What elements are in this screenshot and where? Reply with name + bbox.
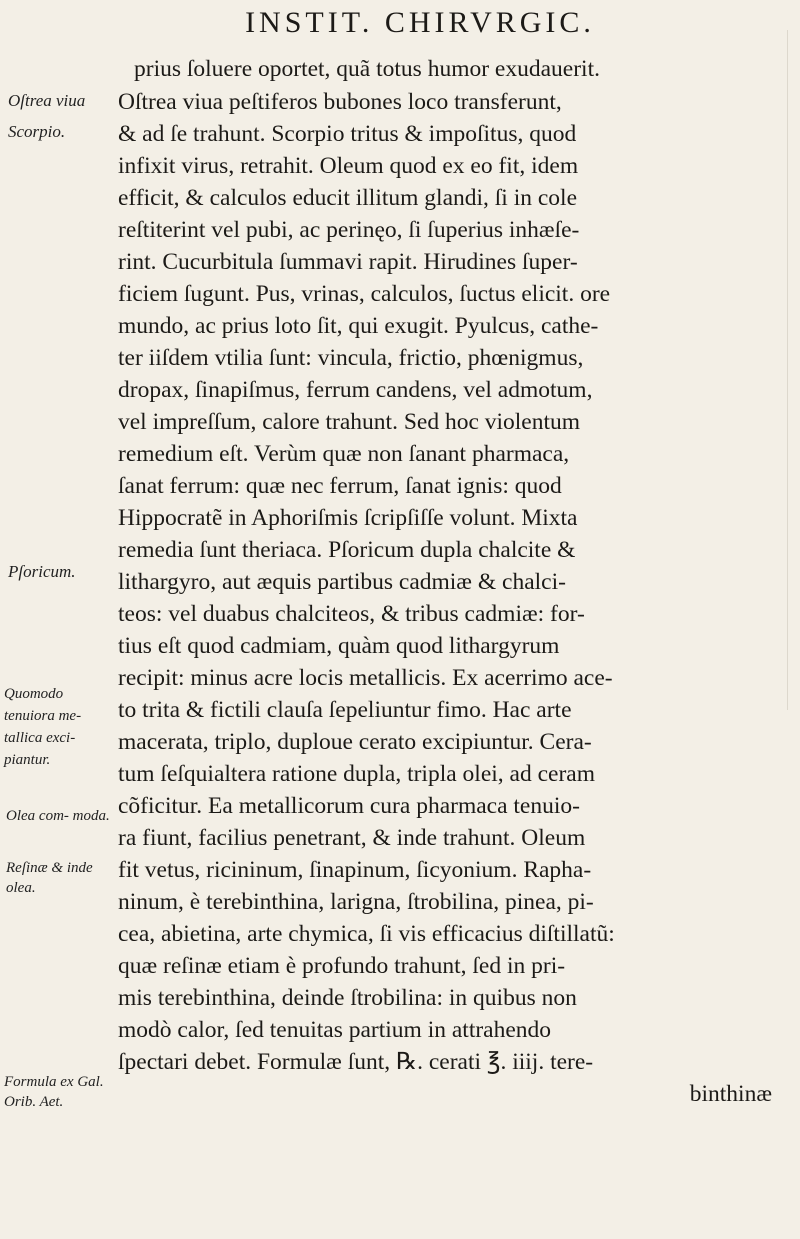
margin-note-resinae: Reſinæ & inde olea. [6, 860, 93, 896]
text-line: tius eſt quod cadmiam, quàm quod lithargyrum [118, 633, 560, 659]
running-header: INSTIT. CHIRVRGIC. [245, 6, 595, 39]
text-line: to trita & fictili clauſa ſepeliuntur fimo. Hac arte [118, 697, 572, 723]
text-line: cea, abietina, arte chymica, ſi vis efficacius diſtillatũ: [118, 921, 615, 947]
text-line: fit vetus, ricininum, ſinapinum, ſicyonium. Rapha- [118, 857, 592, 883]
text-line: ficiem ſugunt. Pus, vrinas, calculos, ſuctus elicit. ore [118, 281, 611, 307]
text-line: efficit, & calculos educit illitum glandi, ſi in cole [118, 185, 578, 211]
text-line: Oſtrea viua peſtiferos bubones loco transferunt, [118, 89, 562, 115]
text-line: Hippocratẽ in Aphoriſmis ſcripſiſſe volunt. Mixta [118, 505, 578, 531]
text-line: tum ſeſquialtera ratione dupla, tripla olei, ad ceram [118, 761, 595, 787]
text-line: cõficitur. Ea metallicorum cura pharmaca tenuio- [118, 793, 580, 819]
text-line: ra fiunt, facilius penetrant, & inde trahunt. Oleum [118, 825, 586, 851]
margin-notes [0, 0, 118, 1239]
text-line: lithargyro, aut æquis partibus cadmiæ & chalci- [118, 569, 566, 595]
margin-note-scorpio: Scorpio. [8, 122, 66, 141]
margin-note-ostrea: Oſtrea viua [8, 91, 86, 110]
text-line: rint. Cucurbitula ſummavi rapit. Hirudines ſuper- [118, 249, 578, 275]
text-line: mis terebinthina, deinde ſtrobilina: in quibus non [118, 985, 577, 1011]
text-line: vel impreſſum, calore trahunt. Sed hoc violentum [118, 409, 581, 435]
text-line: mundo, ac prius loto ſit, qui exugit. Pyulcus, cathe- [118, 313, 599, 339]
text-line: quæ reſinæ etiam è profundo trahunt, ſed in pri- [118, 953, 566, 979]
text-line: recipit: minus acre locis metallicis. Ex acerrimo ace- [118, 665, 613, 691]
text-line: remedia ſunt theriaca. Pſoricum dupla chalcite & [118, 537, 576, 563]
margin-note-psoricum: Pſoricum. [8, 562, 76, 581]
margin-note-formula: Formula ex Gal. Orib. Aet. [4, 1074, 104, 1110]
text-line: teos: vel duabus chalciteos, & tribus cadmiæ: for- [118, 601, 585, 627]
text-line: ter iiſdem vtilia ſunt: vincula, frictio, phœnigmus, [118, 345, 584, 371]
text-line: ſpectari debet. Formulæ ſunt, ℞. cerati ℥. iiij. tere- [118, 1049, 594, 1075]
text-line: reſtiterint vel pubi, ac perinęo, ſi ſuperius inhæſe- [118, 217, 580, 243]
text-line: remedium eſt. Verùm quæ non ſanant pharmaca, [118, 441, 570, 467]
text-line: dropax, ſinapiſmus, ferrum candens, vel admotum, [118, 377, 593, 403]
text-line: macerata, triplo, duploue cerato excipiuntur. Cera- [118, 729, 592, 755]
text-line: modò calor, ſed tenuitas partium in attrahendo [118, 1017, 552, 1043]
catchword: binthinæ [689, 1081, 772, 1107]
text-line: prius ſoluere oportet, quã totus humor exudauerit. [134, 56, 600, 82]
text-line: infixit virus, retrahit. Oleum quod ex eo fit, idem [118, 153, 579, 179]
text-line: ſanat ferrum: quæ nec ferrum, ſanat ignis: quod [118, 473, 562, 499]
margin-note-olea: Olea com- moda. [6, 808, 110, 824]
text-line: ninum, è terebinthina, larigna, ſtrobilina, pinea, pi- [118, 889, 594, 915]
page-edge-shadow [787, 30, 794, 710]
margin-note-quomodo: Quomodo tenuiora me- tallica exci- piantur. [4, 686, 82, 768]
text-line: & ad ſe trahunt. Scorpio tritus & impoſitus, quod [118, 121, 577, 147]
